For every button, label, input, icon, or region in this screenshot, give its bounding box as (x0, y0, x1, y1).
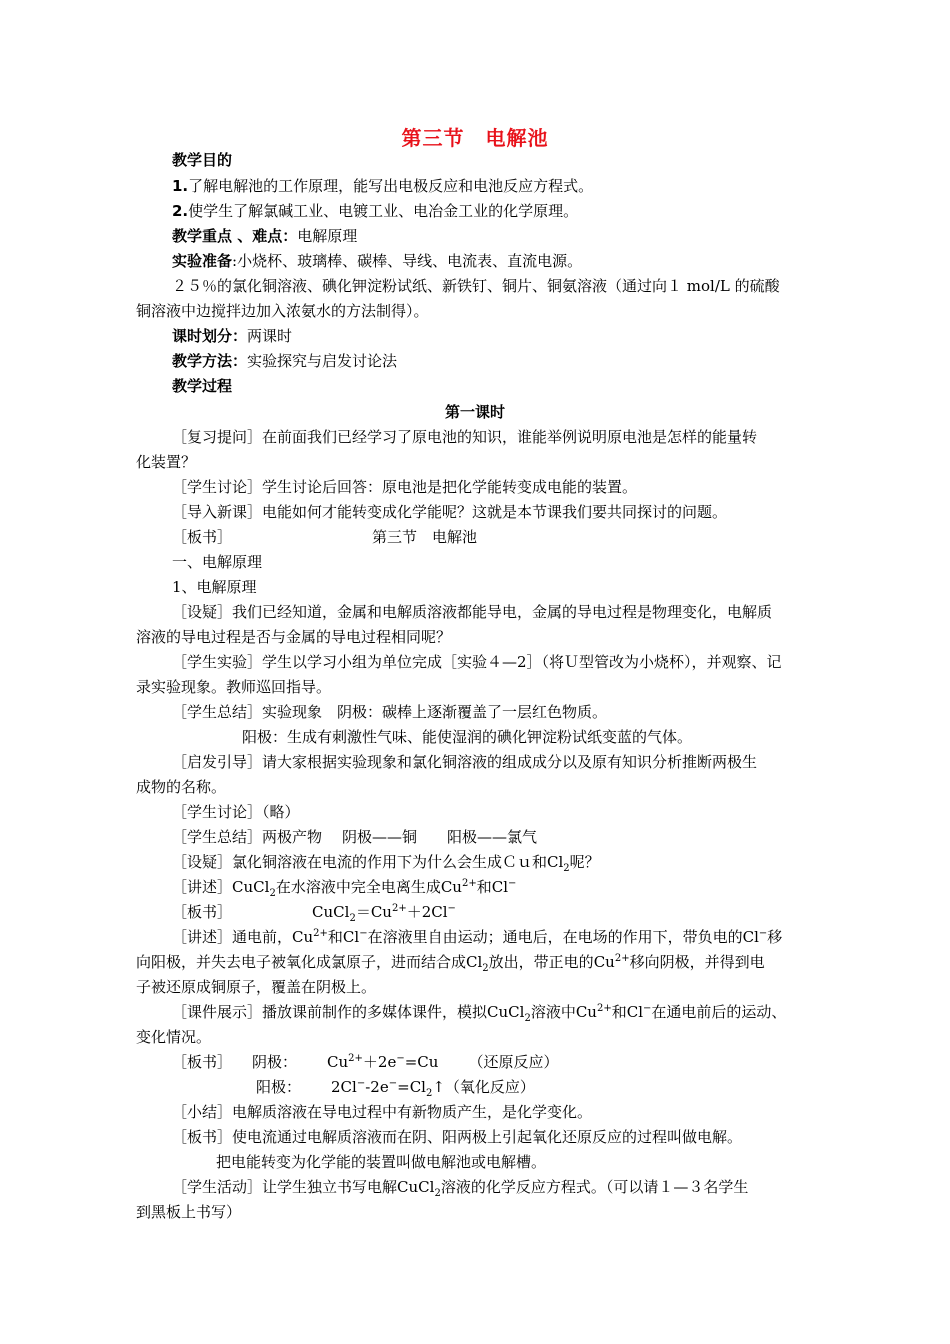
student-discussion-2: ［学生讨论］（略） (172, 803, 300, 821)
student-summary-1-anode: 阳极：生成有刺激性气味、能使湿润的碘化钾淀粉试纸变蓝的气体。 (242, 728, 693, 746)
student-discussion-1: ［学生讨论］学生讨论后回答：原电池是把化学能转变成电能的装置。 (172, 478, 638, 496)
courseware-display-cont: 变化情况。 (136, 1028, 212, 1046)
board-definition-cont: 把电能转变为化学能的装置叫做电解池或电解槽。 (216, 1153, 547, 1171)
section-heading-1: 一、电解原理 (172, 553, 263, 571)
student-activity-cont: 到黑板上书写） (136, 1203, 242, 1221)
question-1: ［设疑］我们已经知道，金属和电解质溶液都能导电，金属的导电过程是物理变化，电解质 (172, 603, 773, 621)
explanation-1: ［讲述］CuCl$_2$在水溶液中完全电离生成$Cu^{2+}$和Cl− (172, 878, 517, 899)
lesson-1-heading: 第一课时 (444, 403, 505, 421)
student-activity: ［学生活动］让学生独立书写电解CuCl$_2$溶液的化学反应方程式。（可以请１—３名学生 (172, 1178, 749, 1199)
objective-1: 1.了解电解池的工作原理，能写出电极反应和电池反应方程式。 (172, 177, 594, 195)
experiment-prep-materials-cont: 铜溶液中边搅拌边加入浓氨水的方法制得）。 (136, 302, 429, 320)
courseware-display: ［课件展示］播放课前制作的多媒体课件，模拟CuCl$_2$溶液中$Cu^{2+}$和Cl−在通电前后的运动、 (172, 1003, 787, 1024)
objective-2: 2.使学生了解氯碱工业、电镀工业、电冶金工业的化学原理。 (172, 202, 579, 220)
student-summary-1: ［学生总结］实验现象 阴极：碳棒上逐渐覆盖了一层红色物质。 (172, 703, 608, 721)
explanation-2-cont: 向阳极，并失去电子被氧化成氯原子，进而结合成$Cl_2$放出，带正电的$Cu^{2+}$移向阴极，并得到电 (136, 953, 765, 974)
key-points: 教学重点 、难点：电解原理 (172, 227, 358, 245)
objectives-heading: 教学目的 (172, 151, 233, 169)
question-1-cont: 溶液的导电过程是否与金属的导电过程相同呢？ (136, 628, 452, 646)
subsection-heading-1-1: 1、电解原理 (172, 578, 257, 596)
guided-inquiry: ［启发引导］请大家根据实验现象和氯化铜溶液的组成成分以及原有知识分析推断两极生 (172, 753, 758, 771)
summary: ［小结］电解质溶液在导电过程中有新物质产生，是化学变化。 (172, 1103, 593, 1121)
lesson-intro: ［导入新课］电能如何才能转变成化学能呢？这就是本节课我们要共同探讨的问题。 (172, 503, 728, 521)
board-note-1: ［板书］ 第三节 电解池 (172, 528, 478, 546)
student-experiment: ［学生实验］学生以学习小组为单位完成［实验４—2］（将Ｕ型管改为小烧杯），并观察、记 (172, 653, 782, 671)
experiment-prep: 实验准备:小烧杯、玻璃棒、碳棒、导线、电流表、直流电源。 (172, 252, 583, 270)
review-question-cont: 化装置？ (136, 453, 197, 471)
board-equation-cathode: ［板书］ 阴极： $Cu^{2+}+2e^-=Cu$ （还原反应） (172, 1053, 559, 1071)
explanation-2-end: 子被还原成铜原子，覆盖在阴极上。 (136, 978, 377, 996)
process-heading: 教学过程 (172, 377, 233, 395)
experiment-prep-materials: ２５％的氯化铜溶液、碘化钾淀粉试纸、新铁钉、铜片、铜氨溶液（通过向１ mol/L 的硫酸 (172, 277, 780, 295)
student-summary-2: ［学生总结］两极产物 阴极——铜 阳极——氯气 (172, 828, 538, 846)
board-definition: ［板书］使电流通过电解质溶液而在阴、阳两极上引起氧化还原反应的过程叫做电解。 (172, 1128, 743, 1146)
explanation-2: ［讲述］通电前，$Cu^{2+}$和Cl−在溶液里自由运动；通电后，在电场的作用下，带负电的Cl−移 (172, 928, 783, 946)
question-2: ［设疑］氯化铜溶液在电流的作用下为什么会生成Ｃｕ和$Cl_2$呢？ (172, 853, 600, 874)
board-equation-dissociation: ［板书］ $CuCl_2=Cu^{2+}+2Cl^-$ (172, 903, 456, 924)
page-title: 第三节 电解池 (401, 126, 549, 150)
guided-inquiry-cont: 成物的名称。 (136, 778, 227, 796)
board-equation-anode: 阳极： $2Cl^--2e^-=Cl_2↑$（氧化反应） (256, 1078, 535, 1099)
review-question: ［复习提问］在前面我们已经学习了原电池的知识，谁能举例说明原电池是怎样的能量转 (172, 428, 758, 446)
teaching-method: 教学方法：实验探究与启发讨论法 (172, 352, 398, 370)
schedule: 课时划分：两课时 (172, 327, 293, 345)
student-experiment-cont: 录实验现象。教师巡回指导。 (136, 678, 332, 696)
